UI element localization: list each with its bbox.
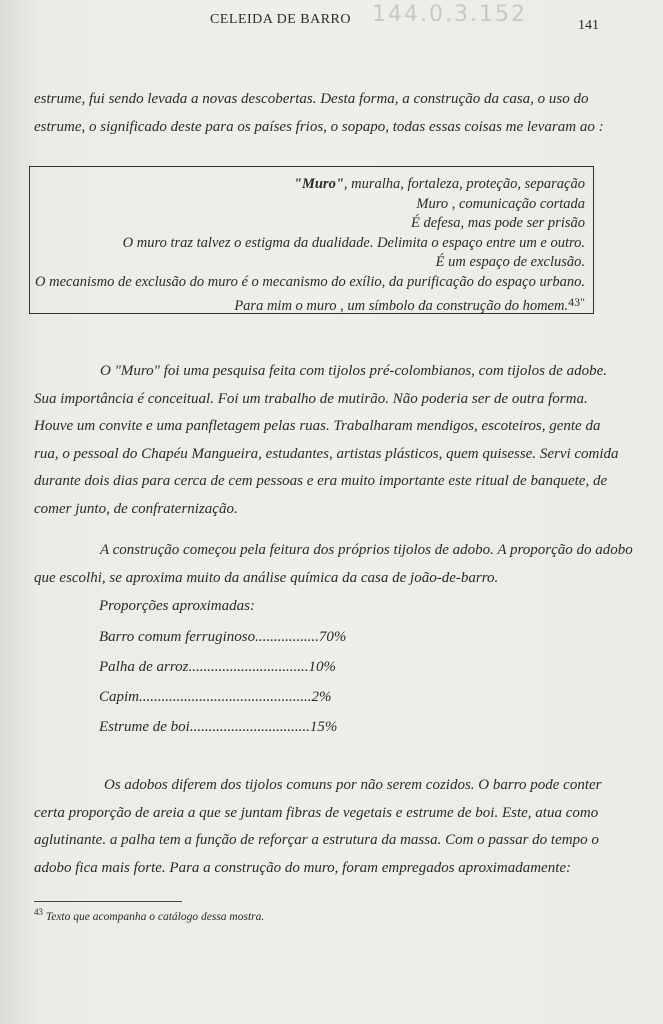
footnote-divider — [34, 901, 182, 902]
proportion-item: Barro comum ferruginoso.................70% — [99, 629, 347, 645]
text-line: O "Muro" foi uma pesquisa feita com tijolos pré-colombianos, com tijolos de adobe. — [100, 363, 607, 379]
quote-text — [25, 175, 585, 316]
footnote-reference: 43" — [568, 294, 585, 309]
text-line: Houve um convite e uma panfletagem pelas ruas. Trabalharam mendigos, escoteiros, gente da — [34, 418, 601, 434]
quote-muro-word: "Muro" — [293, 176, 344, 192]
quote-line — [25, 175, 585, 195]
footnote-text: Texto que acompanha o catálogo dessa mostra. — [43, 910, 265, 923]
proportion-item: Palha de arroz................................10% — [99, 659, 336, 675]
paragraph-adobos — [34, 772, 602, 882]
text-line: certa proporção de areia a que se juntam fibras de vegetais e estrume de boi. Este, atua como — [34, 804, 599, 821]
text-line: estrume, fui sendo levada a novas descobertas. Desta forma, a construção da casa, o uso do — [34, 91, 589, 107]
quote-last-line: Para mim o muro , um símbolo da construção do homem. — [234, 297, 569, 314]
footnote-number: 43 — [34, 907, 43, 917]
text-line: durante dois dias para cerca de cem pessoas e era muito importante este ritual de banquete, de — [34, 473, 608, 489]
text-line: que escolhi, se aproxima muito da análise química da casa de joão-de-barro. — [34, 569, 499, 586]
quote-box — [29, 166, 594, 314]
proportion-item: Estrume de boi................................15% — [99, 719, 338, 735]
text-line: rua, o pessoal do Chapéu Mangueira, estudantes, artistas plásticos, quem quisesse. Servi comida — [34, 445, 619, 462]
proportions-title: Proporções aproximadas: — [99, 598, 255, 614]
pencil-catalog-note: 144.0.3.152 — [372, 2, 527, 27]
paragraph-muro — [34, 358, 619, 523]
running-header-author: CELEIDA DE BARRO — [210, 12, 351, 27]
text-line: comer junto, de confraternização. — [34, 500, 238, 517]
paragraph-construction — [34, 537, 633, 592]
text-line: estrume, o significado deste para os países frios, o sopapo, todas essas coisas me levaram ao : — [34, 118, 604, 135]
quote-line: É defesa, mas pode ser prisão — [411, 215, 585, 232]
text-line: Os adobos diferem dos tijolos comuns por não serem cozidos. O barro pode conter — [104, 777, 602, 793]
text-line: aglutinante. a palha tem a função de reforçar a estrutura da massa. Com o passar do tempo o — [34, 832, 599, 848]
quote-line: O mecanismo de exclusão do muro é o mecanismo do exílio, da purificação do espaço urbano. — [35, 273, 585, 290]
quote-line: É um espaço de exclusão. — [435, 254, 585, 271]
text-line: Sua importância é conceitual. Foi um trabalho de mutirão. Não poderia ser de outra forma. — [34, 390, 588, 407]
quote-line-rest: , muralha, fortaleza, proteção, separação — [343, 176, 585, 192]
quote-line: O muro traz talvez o estigma da dualidade. Delimita o espaço entre um e outro. — [122, 234, 585, 251]
footnote — [34, 907, 264, 923]
proportion-item: Capim..............................................2% — [99, 689, 332, 705]
page-number: 141 — [578, 18, 599, 33]
quote-line: Muro , comunicação cortada — [416, 195, 585, 212]
quote-line — [25, 293, 585, 317]
intro-paragraph — [34, 86, 604, 141]
text-line: adobo fica mais forte. Para a construção do muro, foram empregados aproximadamente: — [34, 859, 572, 876]
text-line: A construção começou pela feitura dos próprios tijolos de adobo. A proporção do adobo — [100, 542, 633, 558]
